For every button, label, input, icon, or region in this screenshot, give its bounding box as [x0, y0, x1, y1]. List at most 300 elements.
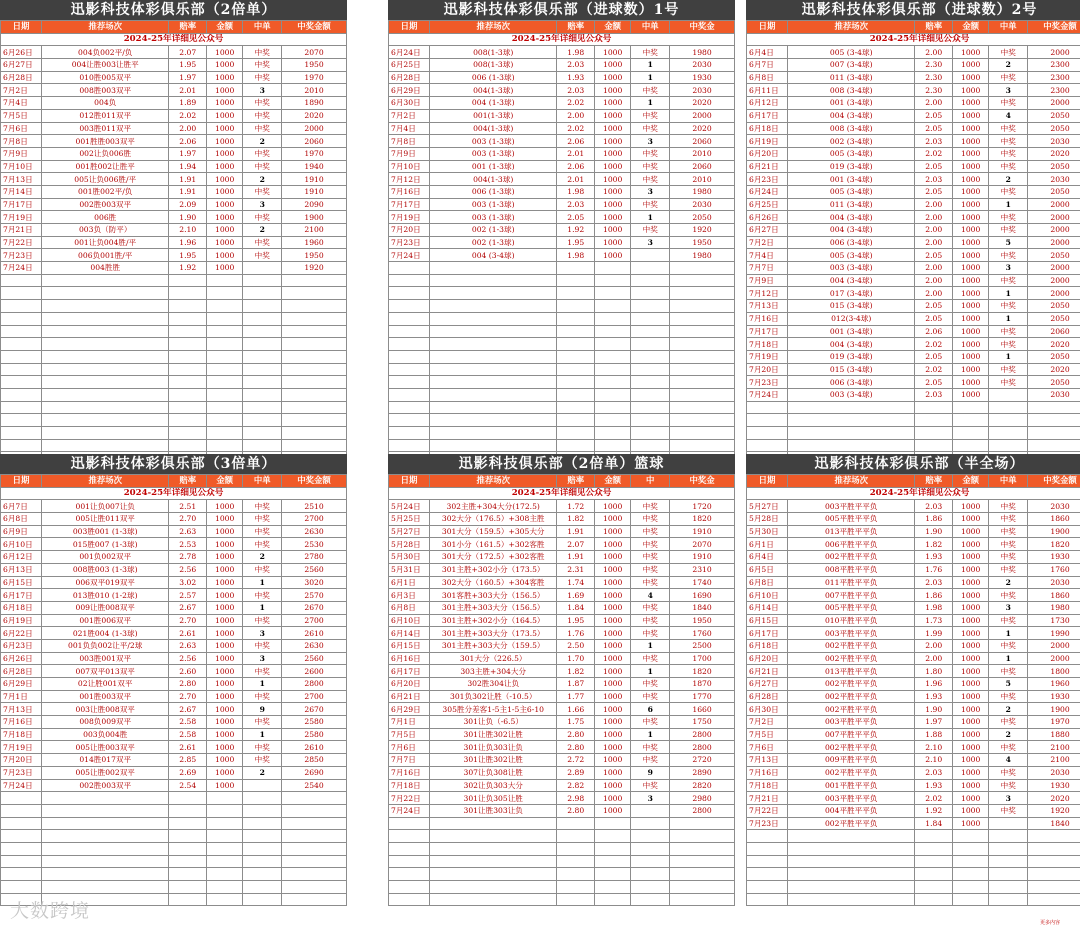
amount-cell: 1000: [952, 652, 988, 665]
empty-row: [389, 338, 735, 351]
odds-cell: 2.63: [169, 525, 207, 538]
odds-cell: 1.93: [915, 779, 953, 792]
empty-cell: [670, 274, 735, 287]
date-cell: 6月8日: [1, 513, 42, 526]
amount-cell: 1000: [952, 728, 988, 741]
empty-cell: [1, 363, 42, 376]
amount-cell: 1000: [952, 779, 988, 792]
empty-row: [747, 439, 1080, 452]
empty-cell: [631, 414, 670, 427]
records-table: [388, 20, 735, 465]
empty-cell: [557, 350, 595, 363]
column-header: 赔率: [557, 475, 595, 488]
payout-cell: 2300: [1028, 71, 1080, 84]
odds-cell: 1.93: [915, 551, 953, 564]
amount-cell: 1000: [206, 601, 242, 614]
table-row: [747, 525, 1080, 538]
date-cell: 7月18日: [747, 779, 788, 792]
empty-cell: [594, 817, 630, 830]
pick-cell: 302胜304让负: [429, 678, 556, 691]
payout-cell: 2000: [1028, 97, 1080, 110]
odds-cell: 2.02: [915, 363, 953, 376]
amount-cell: 1000: [952, 716, 988, 729]
empty-row: [747, 830, 1080, 843]
odds-cell: 2.80: [557, 741, 595, 754]
empty-cell: [243, 439, 282, 452]
empty-cell: [169, 388, 207, 401]
pick-cell: 301让负305让胜: [429, 792, 556, 805]
result-cell: 中奖: [631, 614, 670, 627]
result-cell: 中奖: [243, 500, 282, 513]
empty-cell: [557, 855, 595, 868]
empty-cell: [1028, 881, 1080, 894]
result-cell: 4: [989, 754, 1028, 767]
odds-cell: 2.06: [557, 135, 595, 148]
result-cell: 3: [631, 236, 670, 249]
odds-cell: 2.51: [169, 500, 207, 513]
payout-cell: 2800: [282, 678, 347, 691]
table-row: [1, 741, 347, 754]
payout-cell: 1950: [282, 249, 347, 262]
empty-cell: [429, 300, 556, 313]
empty-cell: [282, 804, 347, 817]
corner-stamp: 更多内容: [1040, 920, 1061, 926]
result-cell: 1: [631, 97, 670, 110]
odds-cell: 2.00: [915, 236, 953, 249]
odds-cell: 2.63: [169, 639, 207, 652]
date-cell: 7月4日: [747, 249, 788, 262]
empty-cell: [594, 338, 630, 351]
pick-cell: 004 (3-4球): [787, 224, 914, 237]
table-row: [747, 46, 1080, 59]
empty-cell: [1, 388, 42, 401]
empty-cell: [282, 792, 347, 805]
empty-cell: [169, 274, 207, 287]
date-cell: 7月5日: [1, 109, 42, 122]
payout-cell: 2720: [670, 754, 735, 767]
table-row: [747, 500, 1080, 513]
empty-row: [389, 817, 735, 830]
result-cell: 5: [989, 678, 1028, 691]
empty-cell: [631, 893, 670, 906]
odds-cell: 2.05: [915, 312, 953, 325]
empty-cell: [243, 287, 282, 300]
amount-cell: 1000: [594, 160, 630, 173]
date-cell: 5月25日: [389, 513, 430, 526]
result-cell: 2: [989, 59, 1028, 72]
result-cell: 1: [631, 665, 670, 678]
payout-cell: 2980: [670, 792, 735, 805]
table-row: [1, 198, 347, 211]
date-cell: 6月15日: [389, 639, 430, 652]
table-row: [1, 690, 347, 703]
result-cell: 中奖: [631, 601, 670, 614]
pick-cell: 005平胜平平负: [787, 601, 914, 614]
table-row: [747, 71, 1080, 84]
result-cell: 中奖: [989, 563, 1028, 576]
empty-cell: [631, 325, 670, 338]
result-cell: 中奖: [631, 147, 670, 160]
empty-cell: [41, 842, 168, 855]
payout-cell: 2630: [282, 525, 347, 538]
pick-cell: 002平胜平平负: [787, 551, 914, 564]
payout-cell: 1930: [1028, 551, 1080, 564]
empty-cell: [670, 376, 735, 389]
result-cell: 中奖: [631, 563, 670, 576]
table-row: [747, 173, 1080, 186]
amount-cell: 1000: [206, 249, 242, 262]
empty-row: [1, 868, 347, 881]
result-cell: 5: [989, 236, 1028, 249]
empty-cell: [594, 388, 630, 401]
date-cell: 7月19日: [747, 350, 788, 363]
pick-cell: 301让负303让负: [429, 741, 556, 754]
pick-cell: 005 (3-4球): [787, 147, 914, 160]
empty-cell: [41, 792, 168, 805]
empty-cell: [1, 274, 42, 287]
empty-row: [389, 325, 735, 338]
result-cell: 中奖: [243, 716, 282, 729]
date-cell: 7月18日: [389, 779, 430, 792]
pick-cell: 010胜005双平: [41, 71, 168, 84]
payout-cell: 1720: [670, 500, 735, 513]
odds-cell: 2.54: [169, 779, 207, 792]
payout-cell: 2000: [1028, 46, 1080, 59]
empty-cell: [206, 439, 242, 452]
empty-cell: [952, 893, 988, 906]
column-header: 日期: [1, 475, 42, 488]
empty-cell: [557, 868, 595, 881]
table-row: [747, 690, 1080, 703]
empty-cell: [389, 881, 430, 894]
result-cell: 中奖: [631, 741, 670, 754]
date-cell: 7月18日: [1, 728, 42, 741]
empty-cell: [1028, 868, 1080, 881]
header-row: [747, 475, 1080, 488]
empty-cell: [1, 868, 42, 881]
empty-cell: [41, 274, 168, 287]
empty-row: [389, 427, 735, 440]
payout-cell: 2000: [1028, 639, 1080, 652]
empty-cell: [282, 300, 347, 313]
empty-cell: [169, 338, 207, 351]
payout-cell: 2580: [282, 716, 347, 729]
date-cell: 7月21日: [1, 224, 42, 237]
empty-cell: [787, 401, 914, 414]
payout-cell: 2820: [670, 779, 735, 792]
empty-row: [747, 868, 1080, 881]
panel-title: 迅影科技体彩俱乐部（2倍单）: [0, 0, 347, 20]
empty-cell: [670, 312, 735, 325]
table-row: [1, 652, 347, 665]
records-table: [388, 474, 735, 906]
payout-cell: 2100: [1028, 741, 1080, 754]
date-cell: 6月16日: [389, 652, 430, 665]
payout-cell: 1990: [1028, 627, 1080, 640]
odds-cell: 2.56: [169, 652, 207, 665]
amount-cell: 1000: [594, 728, 630, 741]
empty-row: [747, 427, 1080, 440]
pick-cell: 007平胜平平负: [787, 728, 914, 741]
result-cell: 中奖: [989, 551, 1028, 564]
table-row: [747, 513, 1080, 526]
amount-cell: 1000: [594, 513, 630, 526]
empty-cell: [169, 427, 207, 440]
amount-cell: 1000: [952, 173, 988, 186]
amount-cell: 1000: [206, 589, 242, 602]
empty-cell: [594, 363, 630, 376]
empty-cell: [670, 830, 735, 843]
payout-cell: 2060: [670, 160, 735, 173]
empty-cell: [282, 842, 347, 855]
empty-cell: [557, 842, 595, 855]
amount-cell: 1000: [952, 147, 988, 160]
empty-cell: [389, 401, 430, 414]
pick-cell: 305胜分差客1-5主1-5主6-10: [429, 703, 556, 716]
empty-row: [1, 855, 347, 868]
amount-cell: 1000: [206, 665, 242, 678]
odds-cell: 1.97: [169, 71, 207, 84]
payout-cell: 1820: [1028, 538, 1080, 551]
empty-row: [389, 830, 735, 843]
empty-row: [1, 401, 347, 414]
date-cell: 6月14日: [389, 627, 430, 640]
empty-cell: [169, 881, 207, 894]
empty-cell: [670, 868, 735, 881]
odds-cell: 2.31: [557, 563, 595, 576]
empty-cell: [594, 262, 630, 275]
empty-cell: [670, 325, 735, 338]
empty-row: [389, 350, 735, 363]
panel-title: 迅影科技体彩俱乐部（半全场）: [746, 454, 1080, 474]
date-cell: 6月17日: [1, 589, 42, 602]
payout-cell: 1820: [670, 513, 735, 526]
empty-cell: [282, 363, 347, 376]
empty-cell: [989, 427, 1028, 440]
payout-cell: 1900: [1028, 703, 1080, 716]
payout-cell: 1860: [1028, 589, 1080, 602]
empty-cell: [389, 376, 430, 389]
empty-cell: [429, 893, 556, 906]
payout-cell: 2030: [670, 84, 735, 97]
date-cell: 7月14日: [1, 185, 42, 198]
odds-cell: 2.72: [557, 754, 595, 767]
empty-cell: [429, 439, 556, 452]
table-row: [747, 249, 1080, 262]
amount-cell: 1000: [206, 122, 242, 135]
empty-cell: [429, 414, 556, 427]
empty-cell: [389, 287, 430, 300]
payout-cell: 1860: [1028, 513, 1080, 526]
empty-cell: [169, 868, 207, 881]
date-cell: 7月22日: [389, 792, 430, 805]
result-cell: [631, 249, 670, 262]
result-cell: 中奖: [243, 690, 282, 703]
empty-cell: [429, 262, 556, 275]
empty-cell: [243, 868, 282, 881]
result-cell: 中奖: [989, 160, 1028, 173]
empty-cell: [557, 388, 595, 401]
date-cell: 6月20日: [747, 652, 788, 665]
date-cell: 7月16日: [389, 766, 430, 779]
table-row: [389, 665, 735, 678]
table-row: [389, 500, 735, 513]
pick-cell: 004 (3-4球): [787, 109, 914, 122]
amount-cell: 1000: [952, 376, 988, 389]
panel-basketball: [388, 454, 735, 906]
empty-cell: [631, 830, 670, 843]
date-cell: 6月28日: [1, 71, 42, 84]
amount-cell: 1000: [206, 135, 242, 148]
result-cell: 中奖: [989, 274, 1028, 287]
notice-row: [1, 487, 347, 500]
empty-cell: [243, 842, 282, 855]
date-cell: 5月28日: [389, 538, 430, 551]
empty-cell: [41, 855, 168, 868]
table-row: [389, 538, 735, 551]
empty-cell: [952, 855, 988, 868]
payout-cell: 1950: [670, 236, 735, 249]
date-cell: 5月30日: [747, 525, 788, 538]
empty-cell: [389, 325, 430, 338]
empty-cell: [952, 401, 988, 414]
amount-cell: 1000: [206, 500, 242, 513]
odds-cell: 1.90: [915, 703, 953, 716]
empty-cell: [429, 287, 556, 300]
amount-cell: 1000: [594, 563, 630, 576]
date-cell: 6月30日: [747, 703, 788, 716]
empty-cell: [631, 439, 670, 452]
date-cell: 6月30日: [389, 97, 430, 110]
empty-cell: [282, 830, 347, 843]
amount-cell: 1000: [952, 551, 988, 564]
payout-cell: 2630: [282, 639, 347, 652]
payout-cell: 2610: [282, 741, 347, 754]
empty-cell: [429, 427, 556, 440]
empty-cell: [952, 439, 988, 452]
result-cell: 1: [631, 211, 670, 224]
payout-cell: 2530: [282, 538, 347, 551]
payout-cell: 1700: [670, 652, 735, 665]
empty-cell: [989, 439, 1028, 452]
result-cell: 1: [631, 59, 670, 72]
pick-cell: 014胜017双平: [41, 754, 168, 767]
column-header: 中奖金额: [282, 475, 347, 488]
amount-cell: 1000: [206, 703, 242, 716]
pick-cell: 301让胜302让胜: [429, 754, 556, 767]
empty-cell: [429, 312, 556, 325]
payout-cell: 1980: [670, 46, 735, 59]
table-row: [389, 109, 735, 122]
pick-cell: 005让胜002双平: [41, 766, 168, 779]
amount-cell: 1000: [594, 804, 630, 817]
empty-cell: [429, 376, 556, 389]
empty-cell: [557, 312, 595, 325]
result-cell: 中奖: [243, 525, 282, 538]
empty-row: [1, 274, 347, 287]
table-row: [747, 325, 1080, 338]
pick-cell: 003 (1-3球): [429, 211, 556, 224]
date-cell: 7月20日: [1, 754, 42, 767]
odds-cell: 2.00: [915, 274, 953, 287]
pick-cell: 001胜胜003双平: [41, 135, 168, 148]
empty-cell: [243, 376, 282, 389]
table-row: [389, 766, 735, 779]
empty-cell: [670, 855, 735, 868]
date-cell: 5月24日: [389, 500, 430, 513]
payout-cell: 2030: [670, 59, 735, 72]
empty-cell: [243, 427, 282, 440]
result-cell: 中奖: [631, 551, 670, 564]
odds-cell: 2.50: [557, 639, 595, 652]
amount-cell: 1000: [952, 804, 988, 817]
date-cell: 7月19日: [1, 211, 42, 224]
empty-cell: [41, 350, 168, 363]
odds-cell: 2.67: [169, 703, 207, 716]
empty-cell: [1028, 893, 1080, 906]
amount-cell: 1000: [952, 614, 988, 627]
result-cell: 2: [243, 224, 282, 237]
empty-cell: [243, 338, 282, 351]
odds-cell: 2.01: [557, 173, 595, 186]
payout-cell: 1690: [670, 589, 735, 602]
empty-cell: [1, 376, 42, 389]
date-cell: 7月2日: [1, 84, 42, 97]
result-cell: 中奖: [243, 109, 282, 122]
date-cell: 7月9日: [389, 147, 430, 160]
empty-cell: [594, 287, 630, 300]
table-row: [1, 236, 347, 249]
result-cell: 1: [989, 287, 1028, 300]
pick-cell: 009平胜平平负: [787, 754, 914, 767]
amount-cell: 1000: [952, 678, 988, 691]
amount-cell: 1000: [206, 84, 242, 97]
empty-cell: [169, 363, 207, 376]
empty-cell: [429, 868, 556, 881]
table-row: [389, 97, 735, 110]
empty-cell: [389, 830, 430, 843]
pick-cell: 301大分（159.5）+305大分: [429, 525, 556, 538]
result-cell: 4: [631, 589, 670, 602]
table-row: [389, 601, 735, 614]
pick-cell: 002胜003双平: [41, 779, 168, 792]
date-cell: 7月13日: [747, 300, 788, 313]
pick-cell: 001 (1-3球): [429, 160, 556, 173]
table-row: [747, 350, 1080, 363]
odds-cell: 2.02: [915, 338, 953, 351]
table-row: [389, 135, 735, 148]
empty-cell: [169, 855, 207, 868]
empty-cell: [557, 414, 595, 427]
empty-cell: [243, 830, 282, 843]
payout-cell: 2050: [1028, 185, 1080, 198]
payout-cell: 2030: [1028, 766, 1080, 779]
odds-cell: 2.02: [557, 122, 595, 135]
odds-cell: 2.67: [169, 601, 207, 614]
date-cell: 7月17日: [1, 198, 42, 211]
result-cell: 中奖: [989, 614, 1028, 627]
date-cell: 7月5日: [747, 728, 788, 741]
table-row: [747, 779, 1080, 792]
date-cell: 7月10日: [1, 160, 42, 173]
result-cell: 1: [989, 198, 1028, 211]
empty-cell: [429, 350, 556, 363]
empty-cell: [169, 325, 207, 338]
column-header: 赔率: [169, 475, 207, 488]
result-cell: 中奖: [989, 766, 1028, 779]
empty-row: [747, 893, 1080, 906]
result-cell: 9: [243, 703, 282, 716]
